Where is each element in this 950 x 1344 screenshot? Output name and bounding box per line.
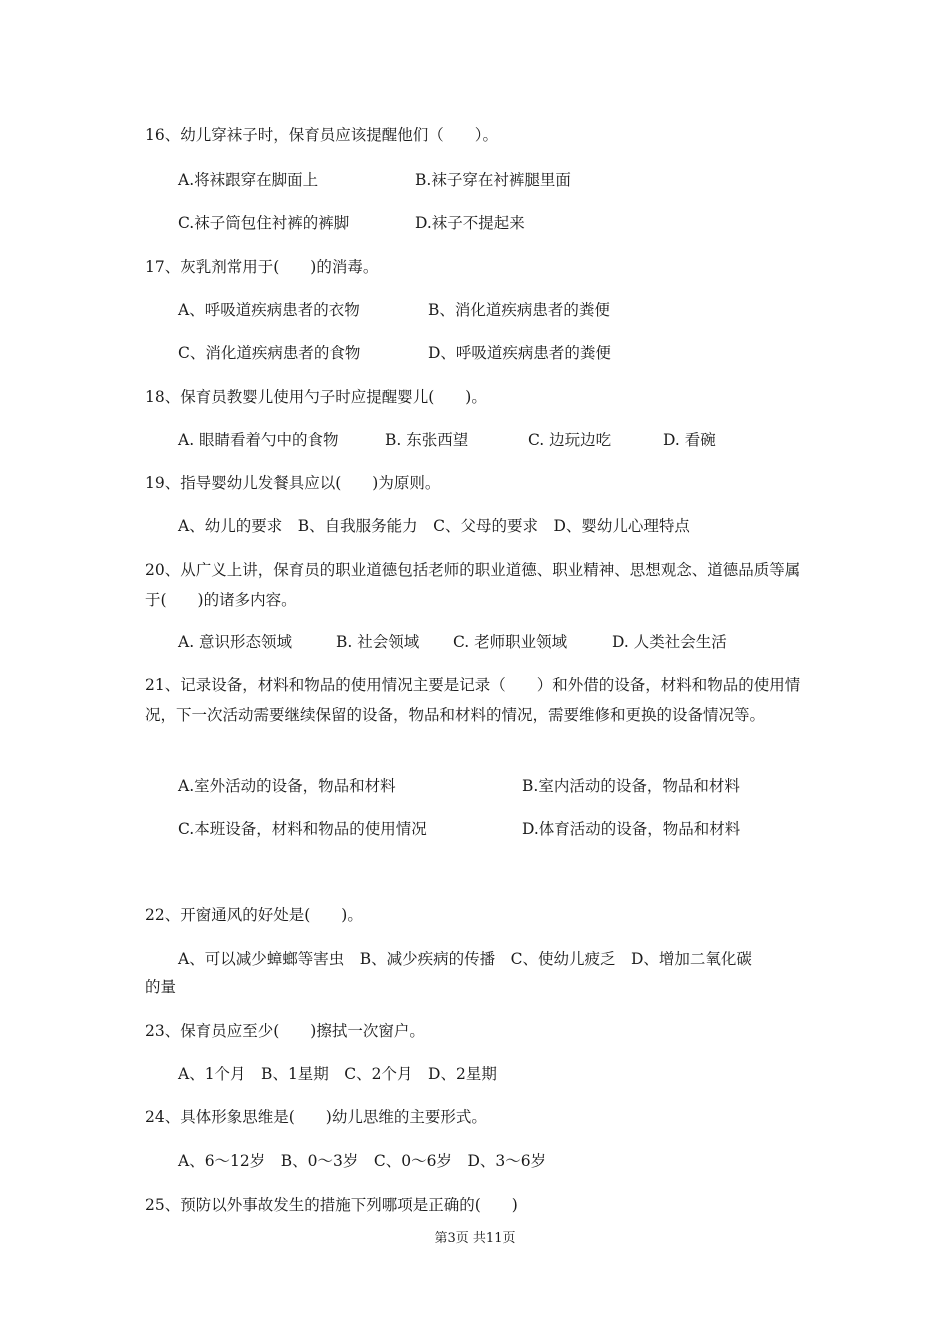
- question-21-option-a: A.室外活动的设备，物品和材料: [178, 777, 396, 795]
- question-17-option-c: C、消化道疾病患者的食物: [178, 344, 361, 362]
- question-20-option-d: D. 人类社会生活: [612, 633, 727, 651]
- question-21-option-b: B.室内活动的设备，物品和材料: [522, 777, 740, 795]
- question-19-options: A、幼儿的要求 B、自我服务能力 C、父母的要求 D、婴幼儿心理特点: [178, 517, 690, 535]
- question-16-option-b: B.袜子穿在衬裤腿里面: [415, 171, 571, 189]
- question-19-stem: 19、指导婴幼儿发餐具应以( )为原则。: [145, 474, 441, 492]
- question-17-option-a: A、呼吸道疾病患者的衣物: [178, 301, 360, 319]
- question-18-stem: 18、保育员教婴儿使用勺子时应提醒婴儿( )。: [145, 388, 487, 406]
- question-16-option-d: D.袜子不提起来: [415, 214, 525, 232]
- question-23-options: A、1个月 B、1星期 C、2个月 D、2星期: [178, 1065, 497, 1083]
- question-20-option-c: C. 老师职业领域: [453, 633, 568, 651]
- question-18-option-a: A. 眼睛看着勺中的食物: [178, 431, 339, 449]
- question-21-option-d: D.体育活动的设备，物品和材料: [522, 820, 741, 838]
- question-16-option-c: C.袜子筒包住衬裤的裤脚: [178, 214, 350, 232]
- question-22-options-continued: 的量: [145, 978, 177, 996]
- question-16-stem: 16、幼儿穿袜子时，保育员应该提醒他们（ ）。: [145, 126, 498, 144]
- page-number-footer: 第3页 共11页: [434, 1231, 516, 1246]
- question-22-options: A、可以减少蟑螂等害虫 B、减少疾病的传播 C、使幼儿疲乏 D、增加二氧化碳: [178, 950, 752, 968]
- question-16-option-a: A.将袜跟穿在脚面上: [178, 171, 319, 189]
- question-20-option-b: B. 社会领域: [336, 633, 420, 651]
- question-17-option-b: B、消化道疾病患者的粪便: [428, 301, 610, 319]
- question-18-option-c: C. 边玩边吃: [528, 431, 612, 449]
- question-21-stem: 21、记录设备，材料和物品的使用情况主要是记录（ ）和外借的设备，材料和物品的使用情况，下一次活动需要继续保留的设备，物品和材料的情况，需要维修和更换的设备情况等。: [145, 676, 801, 724]
- question-18-option-d: D. 看碗: [663, 431, 716, 449]
- question-22-stem: 22、开窗通风的好处是( )。: [145, 906, 363, 924]
- question-20-option-a: A. 意识形态领域: [178, 633, 293, 651]
- question-24-stem: 24、具体形象思维是( )幼儿思维的主要形式。: [145, 1108, 487, 1126]
- question-25-stem: 25、预防以外事故发生的措施下列哪项是正确的( ): [145, 1196, 518, 1214]
- question-20-stem: 20、从广义上讲，保育员的职业道德包括老师的职业道德、职业精神、思想观念、道德品质等属于( )的诸多内容。: [145, 561, 801, 609]
- question-21-option-c: C.本班设备，材料和物品的使用情况: [178, 820, 427, 838]
- question-17-stem: 17、灰乳剂常用于( )的消毒。: [145, 258, 379, 276]
- question-23-stem: 23、保育员应至少( )擦拭一次窗户。: [145, 1022, 425, 1040]
- question-18-option-b: B. 东张西望: [385, 431, 469, 449]
- question-24-options: A、6～12岁 B、0～3岁 C、0～6岁 D、3～6岁: [178, 1152, 547, 1170]
- question-17-option-d: D、呼吸道疾病患者的粪便: [428, 344, 611, 362]
